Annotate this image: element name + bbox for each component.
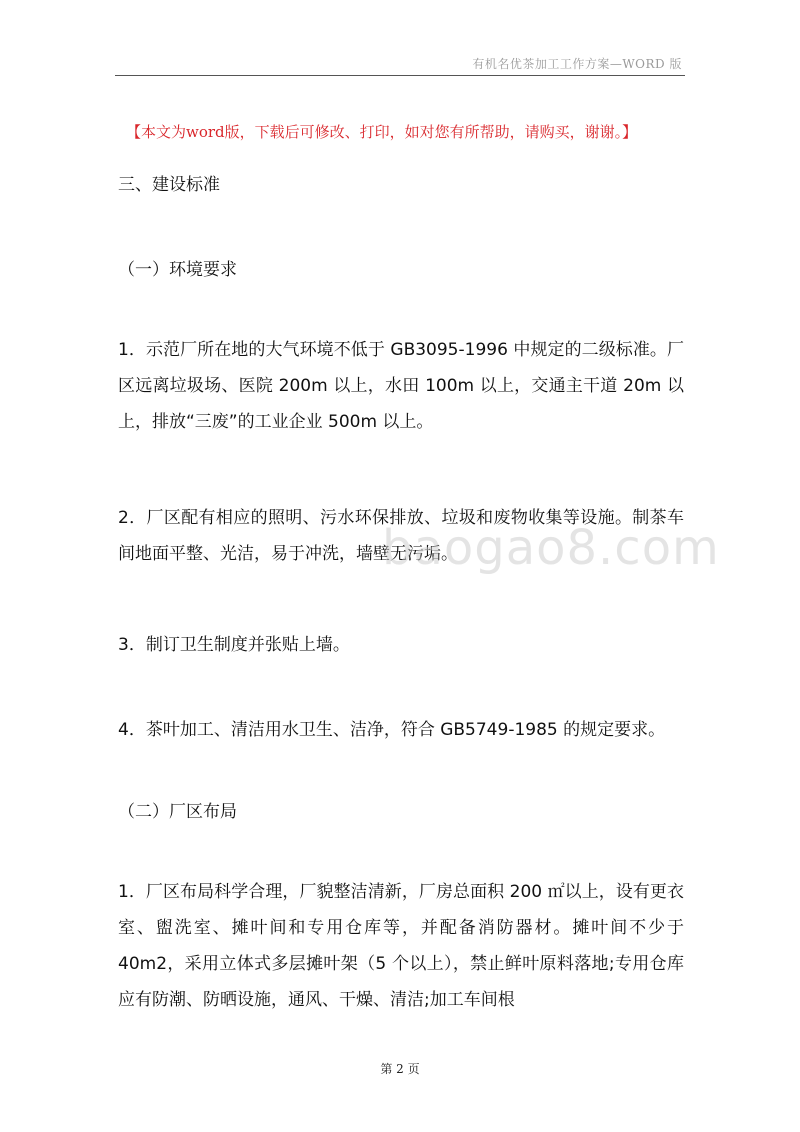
paragraph-factory-layout: 1．厂区布局科学合理，厂貌整洁清新，厂房总面积 200 ㎡以上，设有更衣室、盥洗室、摊叶间和专用仓库等，并配备消防器材。摊叶间不少于 40m2，采用立体式多层摊叶架（5 个以上），禁止鲜叶原料落地;专用仓库应有防潮、防晒设施，通风、干燥、清洁;加工车间根 [118, 882, 684, 1010]
page-number: 第 2 页 [380, 1062, 420, 1076]
subsection-heading-environment: （一）环境要求 [118, 260, 237, 280]
header-title: 有机名优茶加工工作方案—WORD 版 [472, 57, 682, 71]
watermark: baogao8.com [382, 520, 720, 576]
paragraph-water-standard: 4．茶叶加工、清洁用水卫生、洁净，符合 GB5749-1985 的规定要求。 [118, 720, 666, 740]
paragraph-hygiene-rules: 3．制订卫生制度并张贴上墙。 [118, 635, 350, 655]
download-notice: 【本文为word版，下载后可修改、打印，如对您有所帮助，请购买，谢谢。】 [126, 123, 638, 141]
section-heading: 三、建设标准 [118, 175, 220, 195]
paragraph-air-environment: 1．示范厂所在地的大气环境不低于 GB3095-1996 中规定的二级标准。厂区远离垃圾场、医院 200m 以上，水田 100m 以上，交通主干道 20m 以上，排放“三废”的工业企业 500m 以上。 [118, 340, 684, 432]
paragraph-facilities: 2．厂区配有相应的照明、污水环保排放、垃圾和废物收集等设施。制茶车间地面平整、光洁，易于冲洗，墙壁无污垢。 [118, 508, 684, 564]
header-divider [115, 75, 685, 76]
subsection-heading-layout: （二）厂区布局 [118, 802, 237, 822]
